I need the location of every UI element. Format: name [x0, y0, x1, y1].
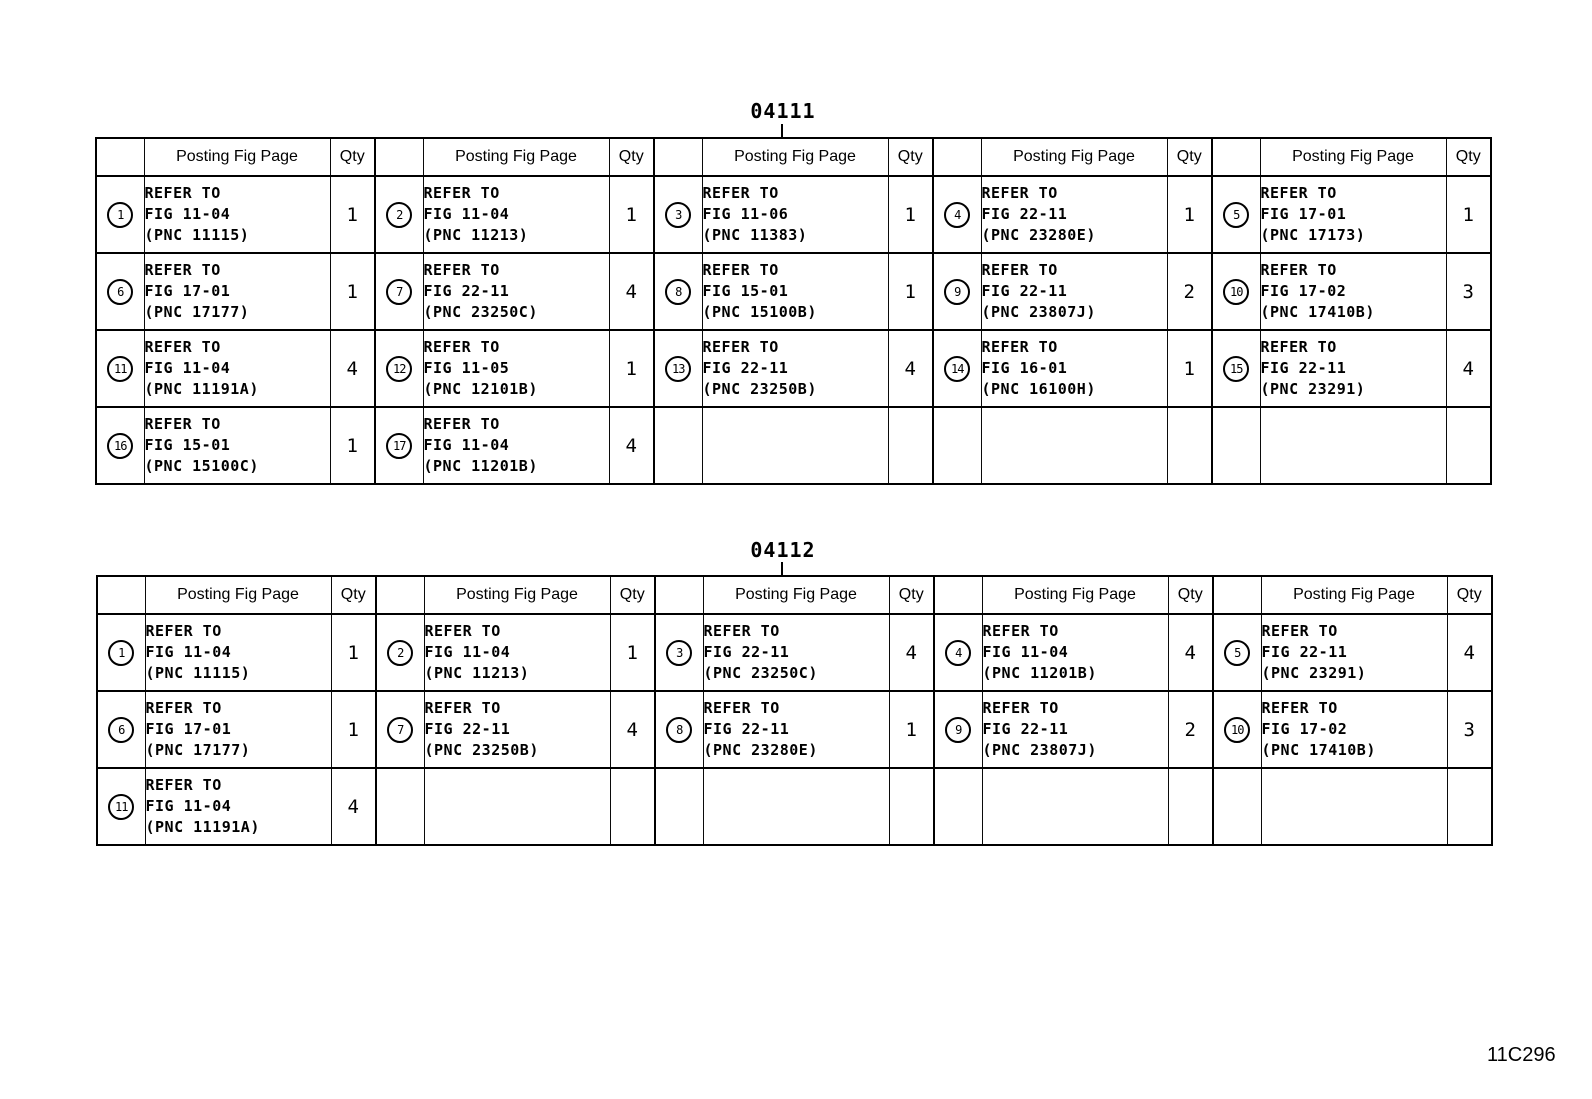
column-header-qty: Qty [330, 138, 375, 176]
refer-to-text: REFER TO [144, 261, 221, 279]
empty-posting-fig-page-cell [1260, 407, 1446, 484]
header-row [96, 138, 1491, 176]
table-title-04112: 04112 [750, 538, 816, 562]
refer-to-text: REFER TO [703, 622, 780, 640]
pnc-reference: (PNC 15100B) [702, 303, 817, 321]
posting-fig-page-cell [703, 614, 889, 691]
qty-cell: 4 [888, 330, 933, 407]
column-header-posting-fig-page: Posting Fig Page [1260, 138, 1446, 176]
column-header-qty: Qty [331, 576, 376, 614]
item-number-badge: 8 [666, 717, 692, 743]
pnc-reference: (PNC 17173) [1260, 226, 1366, 244]
column-header-posting-fig-page: Posting Fig Page [423, 138, 609, 176]
item-number-badge: 1 [108, 640, 134, 666]
posting-fig-page-cell [982, 614, 1168, 691]
qty-cell: 1 [1446, 176, 1491, 253]
fig-reference: FIG 17-02 [1260, 282, 1347, 300]
posting-fig-page-cell [144, 330, 330, 407]
fig-reference: FIG 22-11 [703, 643, 790, 661]
refer-to-text: REFER TO [424, 622, 501, 640]
pnc-reference: (PNC 23280E) [981, 226, 1096, 244]
refer-to-text: REFER TO [423, 338, 500, 356]
posting-fig-page-cell [145, 768, 331, 845]
qty-cell: 1 [1167, 330, 1212, 407]
refer-to-text: REFER TO [702, 184, 779, 202]
empty-posting-fig-page-cell [702, 407, 888, 484]
column-header-qty: Qty [888, 138, 933, 176]
column-header-posting-fig-page: Posting Fig Page [981, 138, 1167, 176]
item-number-cell [375, 407, 423, 484]
refer-to-text: REFER TO [144, 415, 221, 433]
posting-fig-page-cell [423, 253, 609, 330]
column-header-posting-fig-page: Posting Fig Page [424, 576, 610, 614]
refer-to-text: REFER TO [145, 699, 222, 717]
empty-qty-cell [888, 407, 933, 484]
refer-to-text: REFER TO [981, 184, 1058, 202]
item-number-badge: 17 [386, 433, 412, 459]
item-number-cell [1212, 253, 1260, 330]
item-number-cell [1212, 176, 1260, 253]
fig-reference: FIG 17-02 [1261, 720, 1348, 738]
fig-reference: FIG 22-11 [703, 720, 790, 738]
refer-to-text: REFER TO [145, 776, 222, 794]
item-number-column-header [376, 576, 424, 614]
fig-reference: FIG 11-04 [144, 205, 231, 223]
fig-reference: FIG 11-04 [423, 205, 510, 223]
empty-posting-fig-page-cell [1261, 768, 1447, 845]
item-number-cell [376, 614, 424, 691]
posting-fig-page-cell [702, 330, 888, 407]
qty-cell: 2 [1167, 253, 1212, 330]
column-header-qty: Qty [1447, 576, 1492, 614]
fig-reference: FIG 22-11 [981, 282, 1068, 300]
pnc-reference: (PNC 12101B) [423, 380, 538, 398]
table-title-04111: 04111 [750, 99, 816, 123]
item-number-badge: 11 [108, 794, 134, 820]
pnc-reference: (PNC 11213) [423, 226, 529, 244]
column-header-posting-fig-page: Posting Fig Page [982, 576, 1168, 614]
item-number-cell [1213, 614, 1261, 691]
empty-item-number-cell [376, 768, 424, 845]
fig-reference: FIG 22-11 [1260, 359, 1347, 377]
empty-posting-fig-page-cell [982, 768, 1168, 845]
item-number-cell [376, 691, 424, 768]
pnc-reference: (PNC 15100C) [144, 457, 259, 475]
fig-reference: FIG 22-11 [981, 205, 1068, 223]
qty-cell: 3 [1446, 253, 1491, 330]
refer-to-text: REFER TO [1260, 184, 1337, 202]
pnc-reference: (PNC 23250B) [424, 741, 539, 759]
pnc-reference: (PNC 11191A) [145, 818, 260, 836]
qty-cell: 1 [331, 691, 376, 768]
refer-to-text: REFER TO [1261, 622, 1338, 640]
refer-to-text: REFER TO [144, 338, 221, 356]
qty-cell: 1 [889, 691, 934, 768]
qty-cell: 4 [609, 253, 654, 330]
refer-to-text: REFER TO [702, 261, 779, 279]
fig-reference: FIG 11-04 [982, 643, 1069, 661]
qty-cell: 1 [888, 176, 933, 253]
item-number-badge: 13 [665, 356, 691, 382]
empty-qty-cell [1447, 768, 1492, 845]
item-number-badge: 3 [666, 640, 692, 666]
empty-item-number-cell [654, 407, 702, 484]
posting-fig-page-cell [423, 330, 609, 407]
refer-to-text: REFER TO [702, 338, 779, 356]
column-header-qty: Qty [1168, 576, 1213, 614]
qty-cell: 3 [1447, 691, 1492, 768]
empty-item-number-cell [934, 768, 982, 845]
empty-qty-cell [1168, 768, 1213, 845]
refer-to-text: REFER TO [145, 622, 222, 640]
item-number-cell [933, 253, 981, 330]
column-header-posting-fig-page: Posting Fig Page [1261, 576, 1447, 614]
empty-item-number-cell [655, 768, 703, 845]
qty-cell: 1 [330, 176, 375, 253]
empty-posting-fig-page-cell [424, 768, 610, 845]
item-number-badge: 9 [944, 279, 970, 305]
pnc-reference: (PNC 16100H) [981, 380, 1096, 398]
fig-reference: FIG 17-01 [145, 720, 232, 738]
qty-cell: 1 [888, 253, 933, 330]
refer-to-text: REFER TO [982, 622, 1059, 640]
posting-fig-page-cell [703, 691, 889, 768]
pnc-reference: (PNC 11383) [702, 226, 808, 244]
pnc-reference: (PNC 23291) [1260, 380, 1366, 398]
posting-fig-page-cell [144, 407, 330, 484]
posting-fig-page-cell [423, 176, 609, 253]
item-number-cell [375, 176, 423, 253]
empty-qty-cell [610, 768, 655, 845]
pnc-reference: (PNC 23807J) [982, 741, 1097, 759]
qty-cell: 1 [610, 614, 655, 691]
refer-to-text: REFER TO [703, 699, 780, 717]
pnc-reference: (PNC 11115) [145, 664, 251, 682]
fig-reference: FIG 16-01 [981, 359, 1068, 377]
column-header-qty: Qty [1167, 138, 1212, 176]
pnc-reference: (PNC 11213) [424, 664, 530, 682]
qty-cell: 4 [1447, 614, 1492, 691]
empty-item-number-cell [1212, 407, 1260, 484]
pnc-reference: (PNC 11201B) [982, 664, 1097, 682]
refer-to-text: REFER TO [424, 699, 501, 717]
item-number-column-header [375, 138, 423, 176]
qty-cell: 4 [609, 407, 654, 484]
table-row [96, 176, 1491, 253]
item-number-column-header [933, 138, 981, 176]
fig-reference: FIG 11-04 [145, 797, 232, 815]
qty-cell: 1 [609, 176, 654, 253]
fig-reference: FIG 22-11 [1261, 643, 1348, 661]
table-row [96, 330, 1491, 407]
item-number-badge: 7 [387, 717, 413, 743]
posting-fig-page-cell [144, 253, 330, 330]
fig-reference: FIG 17-01 [1260, 205, 1347, 223]
qty-cell: 4 [331, 768, 376, 845]
item-number-badge: 5 [1224, 640, 1250, 666]
column-header-posting-fig-page: Posting Fig Page [703, 576, 889, 614]
pnc-reference: (PNC 23250C) [703, 664, 818, 682]
table-row [97, 614, 1492, 691]
column-header-qty: Qty [889, 576, 934, 614]
refer-to-text: REFER TO [1260, 338, 1337, 356]
item-number-badge: 9 [945, 717, 971, 743]
item-number-cell [655, 614, 703, 691]
title-connector-tick [781, 124, 783, 137]
item-number-badge: 2 [387, 640, 413, 666]
posting-fig-page-cell [1261, 614, 1447, 691]
item-number-badge: 6 [107, 279, 133, 305]
item-number-badge: 7 [386, 279, 412, 305]
qty-cell: 4 [610, 691, 655, 768]
item-number-cell [96, 253, 144, 330]
item-number-badge: 5 [1223, 202, 1249, 228]
fig-reference: FIG 11-04 [424, 643, 511, 661]
item-number-cell [934, 614, 982, 691]
pnc-reference: (PNC 23250C) [423, 303, 538, 321]
fig-reference: FIG 22-11 [982, 720, 1069, 738]
item-number-badge: 2 [386, 202, 412, 228]
posting-fig-page-cell [981, 253, 1167, 330]
posting-fig-page-cell [145, 691, 331, 768]
item-number-column-header [96, 138, 144, 176]
item-number-cell [375, 253, 423, 330]
qty-cell: 4 [1446, 330, 1491, 407]
qty-cell: 4 [330, 330, 375, 407]
table-row [96, 253, 1491, 330]
parts-cross-reference-table-04112 [96, 575, 1493, 846]
posting-fig-page-cell [1260, 176, 1446, 253]
posting-fig-page-cell [981, 176, 1167, 253]
pnc-reference: (PNC 23807J) [981, 303, 1096, 321]
item-number-column-header [654, 138, 702, 176]
item-number-badge: 10 [1224, 717, 1250, 743]
item-number-badge: 1 [107, 202, 133, 228]
item-number-column-header [97, 576, 145, 614]
refer-to-text: REFER TO [1260, 261, 1337, 279]
refer-to-text: REFER TO [981, 338, 1058, 356]
posting-fig-page-cell [424, 691, 610, 768]
item-number-cell [654, 330, 702, 407]
fig-reference: FIG 11-04 [145, 643, 232, 661]
table-row [96, 407, 1491, 484]
item-number-badge: 3 [665, 202, 691, 228]
item-number-cell [654, 253, 702, 330]
posting-fig-page-cell [1261, 691, 1447, 768]
qty-cell: 1 [1167, 176, 1212, 253]
item-number-cell [96, 330, 144, 407]
item-number-column-header [1212, 138, 1260, 176]
posting-fig-page-cell [1260, 330, 1446, 407]
item-number-badge: 8 [665, 279, 691, 305]
refer-to-text: REFER TO [144, 184, 221, 202]
fig-reference: FIG 11-04 [144, 359, 231, 377]
title-connector-tick [781, 562, 783, 575]
refer-to-text: REFER TO [982, 699, 1059, 717]
fig-reference: FIG 17-01 [144, 282, 231, 300]
qty-cell: 1 [609, 330, 654, 407]
posting-fig-page-cell [1260, 253, 1446, 330]
qty-cell: 1 [330, 253, 375, 330]
column-header-qty: Qty [609, 138, 654, 176]
item-number-badge: 11 [107, 356, 133, 382]
item-number-cell [96, 407, 144, 484]
posting-fig-page-cell [981, 330, 1167, 407]
item-number-cell [97, 614, 145, 691]
item-number-cell [934, 691, 982, 768]
qty-cell: 2 [1168, 691, 1213, 768]
empty-item-number-cell [933, 407, 981, 484]
pnc-reference: (PNC 23250B) [702, 380, 817, 398]
pnc-reference: (PNC 23291) [1261, 664, 1367, 682]
pnc-reference: (PNC 17177) [144, 303, 250, 321]
refer-to-text: REFER TO [423, 184, 500, 202]
page-code: 11C296 [1487, 1044, 1556, 1066]
table-row [97, 768, 1492, 845]
item-number-badge: 15 [1223, 356, 1249, 382]
fig-reference: FIG 22-11 [423, 282, 510, 300]
pnc-reference: (PNC 17410B) [1261, 741, 1376, 759]
item-number-cell [654, 176, 702, 253]
fig-reference: FIG 15-01 [144, 436, 231, 454]
empty-posting-fig-page-cell [981, 407, 1167, 484]
item-number-cell [933, 176, 981, 253]
header-row [97, 576, 1492, 614]
fig-reference: FIG 22-11 [702, 359, 789, 377]
refer-to-text: REFER TO [1261, 699, 1338, 717]
empty-item-number-cell [1213, 768, 1261, 845]
item-number-cell [375, 330, 423, 407]
parts-cross-reference-table-04111 [95, 137, 1492, 485]
item-number-badge: 16 [107, 433, 133, 459]
item-number-cell [1213, 691, 1261, 768]
item-number-cell [933, 330, 981, 407]
item-number-column-header [934, 576, 982, 614]
column-header-posting-fig-page: Posting Fig Page [145, 576, 331, 614]
posting-fig-page-cell [982, 691, 1168, 768]
posting-fig-page-cell [423, 407, 609, 484]
item-number-badge: 4 [945, 640, 971, 666]
qty-cell: 4 [889, 614, 934, 691]
pnc-reference: (PNC 11191A) [144, 380, 259, 398]
item-number-badge: 10 [1223, 279, 1249, 305]
item-number-badge: 4 [944, 202, 970, 228]
empty-qty-cell [889, 768, 934, 845]
column-header-posting-fig-page: Posting Fig Page [702, 138, 888, 176]
item-number-column-header [655, 576, 703, 614]
pnc-reference: (PNC 11115) [144, 226, 250, 244]
fig-reference: FIG 11-06 [702, 205, 789, 223]
pnc-reference: (PNC 11201B) [423, 457, 538, 475]
empty-qty-cell [1446, 407, 1491, 484]
fig-reference: FIG 15-01 [702, 282, 789, 300]
item-number-cell [1212, 330, 1260, 407]
qty-cell: 1 [331, 614, 376, 691]
empty-qty-cell [1167, 407, 1212, 484]
empty-posting-fig-page-cell [703, 768, 889, 845]
item-number-badge: 6 [108, 717, 134, 743]
column-header-qty: Qty [1446, 138, 1491, 176]
column-header-qty: Qty [610, 576, 655, 614]
fig-reference: FIG 11-04 [423, 436, 510, 454]
item-number-cell [97, 768, 145, 845]
pnc-reference: (PNC 23280E) [703, 741, 818, 759]
item-number-badge: 14 [944, 356, 970, 382]
item-number-cell [96, 176, 144, 253]
pnc-reference: (PNC 17177) [145, 741, 251, 759]
posting-fig-page-cell [702, 176, 888, 253]
refer-to-text: REFER TO [981, 261, 1058, 279]
fig-reference: FIG 11-05 [423, 359, 510, 377]
qty-cell: 1 [330, 407, 375, 484]
qty-cell: 4 [1168, 614, 1213, 691]
posting-fig-page-cell [424, 614, 610, 691]
table-row [97, 691, 1492, 768]
item-number-cell [655, 691, 703, 768]
item-number-badge: 12 [386, 356, 412, 382]
item-number-cell [97, 691, 145, 768]
pnc-reference: (PNC 17410B) [1260, 303, 1375, 321]
posting-fig-page-cell [145, 614, 331, 691]
item-number-column-header [1213, 576, 1261, 614]
refer-to-text: REFER TO [423, 415, 500, 433]
posting-fig-page-cell [144, 176, 330, 253]
column-header-posting-fig-page: Posting Fig Page [144, 138, 330, 176]
fig-reference: FIG 22-11 [424, 720, 511, 738]
posting-fig-page-cell [702, 253, 888, 330]
refer-to-text: REFER TO [423, 261, 500, 279]
